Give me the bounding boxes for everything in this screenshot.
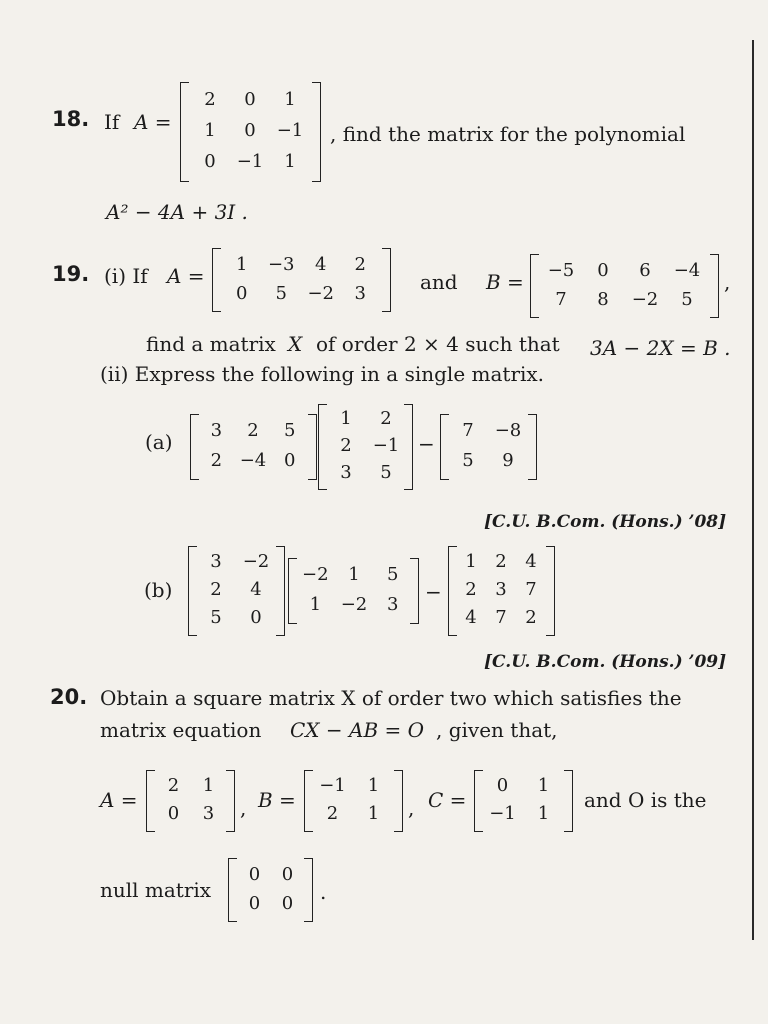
- q19-b-minus: −: [425, 580, 442, 604]
- q18-bracket-right: [312, 82, 321, 182]
- matrix-cell: 0: [167, 803, 180, 824]
- matrix-cell: 4: [465, 607, 477, 628]
- matrix-cell: 1: [348, 564, 360, 585]
- q19-and: and: [420, 270, 458, 294]
- q19-a-matrix-2: [326, 406, 406, 486]
- q18-polynomial: A² − 4A + 3I .: [106, 200, 248, 224]
- matrix-cell: 5: [275, 282, 287, 304]
- q18-bracket-left: [180, 82, 189, 182]
- matrix-cell: 3: [210, 420, 223, 441]
- matrix-cell: 1: [367, 775, 380, 796]
- q20-matrix-a: [156, 772, 226, 828]
- matrix-cell: −5: [547, 259, 575, 281]
- matrix-cell: 1: [236, 253, 248, 275]
- q20-period: .: [320, 880, 327, 904]
- matrix-cell: 0: [281, 892, 294, 914]
- matrix-cell: −1: [236, 151, 264, 173]
- q19-lhs-b: B =: [486, 270, 524, 294]
- matrix-cell: 0: [244, 88, 256, 110]
- q19-line2-a: find a matrix: [146, 332, 276, 356]
- matrix-cell: 0: [248, 892, 261, 914]
- q19-a-bracket-left: [212, 248, 221, 312]
- matrix-cell: 5: [386, 564, 399, 585]
- q19-b-label: (b): [144, 578, 173, 602]
- q20-c-bracket-right: [564, 770, 573, 832]
- q19-a-minus: −: [418, 432, 435, 456]
- q19-line2-x: X: [288, 332, 303, 356]
- matrix-cell: 5: [462, 450, 474, 471]
- matrix-cell: 3: [340, 461, 352, 483]
- q20-line1: Obtain a square matrix X of order two which satisfies the: [100, 686, 682, 710]
- matrix-cell: 1: [204, 119, 216, 141]
- q20-line2-b: , given that,: [436, 718, 558, 742]
- matrix-cell: 2: [340, 434, 352, 456]
- matrix-cell: −1: [372, 434, 400, 456]
- q20-a-bracket-left: [146, 770, 155, 832]
- q20-tail: and O is the: [584, 788, 707, 812]
- matrix-cell: −2: [307, 282, 335, 304]
- q20-line2-a: matrix equation: [100, 718, 262, 742]
- q19-part-ii: (ii) Express the following in a single matrix.: [100, 362, 545, 386]
- matrix-cell: 0: [204, 151, 216, 173]
- q20-o-bracket-left: [228, 858, 237, 922]
- q20-line2-eq: CX − AB = O: [290, 718, 425, 742]
- matrix-cell: 2: [465, 579, 477, 600]
- matrix-cell: 0: [248, 863, 261, 885]
- matrix-cell: −2: [302, 564, 329, 585]
- q19-matrix-b: [540, 256, 708, 314]
- matrix-cell: 2: [525, 607, 537, 628]
- matrix-cell: 2: [495, 551, 507, 572]
- q20-a-bracket-right: [226, 770, 235, 832]
- q20-sep1: ,: [240, 796, 247, 820]
- matrix-cell: 8: [597, 288, 609, 310]
- matrix-cell: 0: [244, 119, 256, 141]
- matrix-cell: 0: [250, 607, 262, 628]
- matrix-cell: 1: [465, 551, 477, 572]
- q19-line2-b: of order 2 × 4 such that: [316, 332, 560, 356]
- matrix-cell: 0: [496, 775, 509, 796]
- q19-b-m3-bracket-right: [546, 546, 555, 636]
- matrix-cell: 2: [167, 775, 180, 796]
- matrix-cell: 5: [681, 288, 693, 310]
- matrix-cell: 1: [202, 775, 215, 796]
- q19-b-bracket-left: [530, 254, 539, 318]
- matrix-cell: 1: [309, 594, 322, 615]
- matrix-cell: 5: [380, 461, 392, 483]
- q18-lhs: A =: [134, 110, 172, 134]
- matrix-cell: 4: [250, 579, 262, 600]
- q20-lhs-c: C =: [428, 788, 467, 812]
- matrix-cell: 0: [283, 450, 296, 471]
- matrix-cell: 2: [204, 88, 216, 110]
- matrix-cell: 2: [210, 579, 222, 600]
- q19-a-bracket-right: [382, 248, 391, 312]
- matrix-cell: 1: [537, 775, 550, 796]
- q20-o-bracket-right: [304, 858, 313, 922]
- q18-prefix: If: [104, 110, 120, 134]
- q19-line2-eq: 3A − 2X = B .: [590, 336, 731, 360]
- matrix-cell: 2: [354, 253, 366, 275]
- matrix-cell: −4: [239, 450, 267, 471]
- matrix-cell: 5: [283, 420, 296, 441]
- matrix-cell: 2: [210, 450, 223, 471]
- matrix-cell: 0: [597, 259, 609, 281]
- q19-b-m2-bracket-right: [410, 558, 419, 624]
- q19-a-m3-bracket-right: [528, 414, 537, 480]
- q19-a-matrix-1: [198, 416, 308, 476]
- q20-null-text: null matrix: [100, 878, 212, 902]
- matrix-cell: 7: [555, 288, 567, 310]
- matrix-cell: 1: [340, 408, 352, 430]
- q20-matrix-b: [312, 772, 394, 828]
- q19-a-matrix-3: [448, 416, 528, 476]
- q19-lhs-a: A =: [167, 264, 205, 288]
- matrix-cell: 3: [386, 594, 399, 615]
- margin-rule: [752, 40, 754, 940]
- q19-b-matrix-1: [196, 548, 276, 632]
- matrix-cell: −4: [673, 259, 701, 281]
- q20-matrix-c: [482, 772, 564, 828]
- matrix-cell: −2: [340, 594, 368, 615]
- matrix-cell: 7: [495, 607, 507, 628]
- q19-b-source: [C.U. B.Com. (Hons.) ’09]: [484, 652, 727, 672]
- q18-matrix-a: [190, 84, 310, 178]
- matrix-cell: −1: [276, 119, 304, 141]
- q20-matrix-o: [238, 860, 304, 918]
- q19-b-matrix-3: [456, 548, 546, 632]
- q19-b-m1-bracket-right: [276, 546, 285, 636]
- matrix-cell: 4: [525, 551, 537, 572]
- q20-number: 20.: [50, 685, 88, 709]
- matrix-cell: 5: [210, 607, 222, 628]
- q18-text: , find the matrix for the polynomial: [330, 122, 686, 146]
- matrix-cell: −1: [319, 775, 346, 796]
- matrix-cell: −1: [489, 803, 516, 824]
- matrix-cell: 0: [236, 282, 248, 304]
- matrix-cell: 3: [354, 282, 366, 304]
- matrix-cell: 3: [202, 803, 215, 824]
- q20-lhs-b: B =: [258, 788, 296, 812]
- q19-a-m2-bracket-right: [404, 404, 413, 490]
- matrix-cell: 2: [380, 408, 392, 430]
- q19-a-source: [C.U. B.Com. (Hons.) ’08]: [484, 512, 727, 532]
- q19-number: 19.: [52, 262, 90, 286]
- q20-sep2: ,: [408, 796, 415, 820]
- matrix-cell: 7: [462, 420, 474, 441]
- q20-b-bracket-right: [394, 770, 403, 832]
- matrix-cell: −3: [267, 253, 295, 275]
- matrix-cell: −2: [242, 551, 270, 572]
- matrix-cell: −8: [494, 420, 522, 441]
- q19-b-matrix-2: [296, 560, 412, 620]
- q19-a-m1-bracket-right: [308, 414, 317, 480]
- q19-comma: ,: [724, 270, 731, 294]
- matrix-cell: 0: [281, 863, 294, 885]
- matrix-cell: 1: [284, 151, 296, 173]
- q19-b-bracket-right: [710, 254, 719, 318]
- matrix-cell: 2: [326, 803, 339, 824]
- matrix-cell: 1: [367, 803, 380, 824]
- q19-matrix-a: [222, 250, 380, 308]
- matrix-cell: 3: [495, 579, 507, 600]
- q20-lhs-a: A =: [100, 788, 138, 812]
- matrix-cell: −2: [631, 288, 659, 310]
- matrix-cell: 1: [537, 803, 550, 824]
- matrix-cell: 9: [502, 450, 514, 471]
- matrix-cell: 7: [525, 579, 537, 600]
- q19-a-label: (a): [145, 430, 173, 454]
- q18-number: 18.: [52, 107, 90, 131]
- matrix-cell: 4: [315, 253, 327, 275]
- matrix-cell: 1: [284, 88, 296, 110]
- matrix-cell: 3: [210, 551, 222, 572]
- matrix-cell: 6: [639, 259, 651, 281]
- q19-part-i: (i) If: [104, 264, 148, 288]
- matrix-cell: 2: [247, 420, 259, 441]
